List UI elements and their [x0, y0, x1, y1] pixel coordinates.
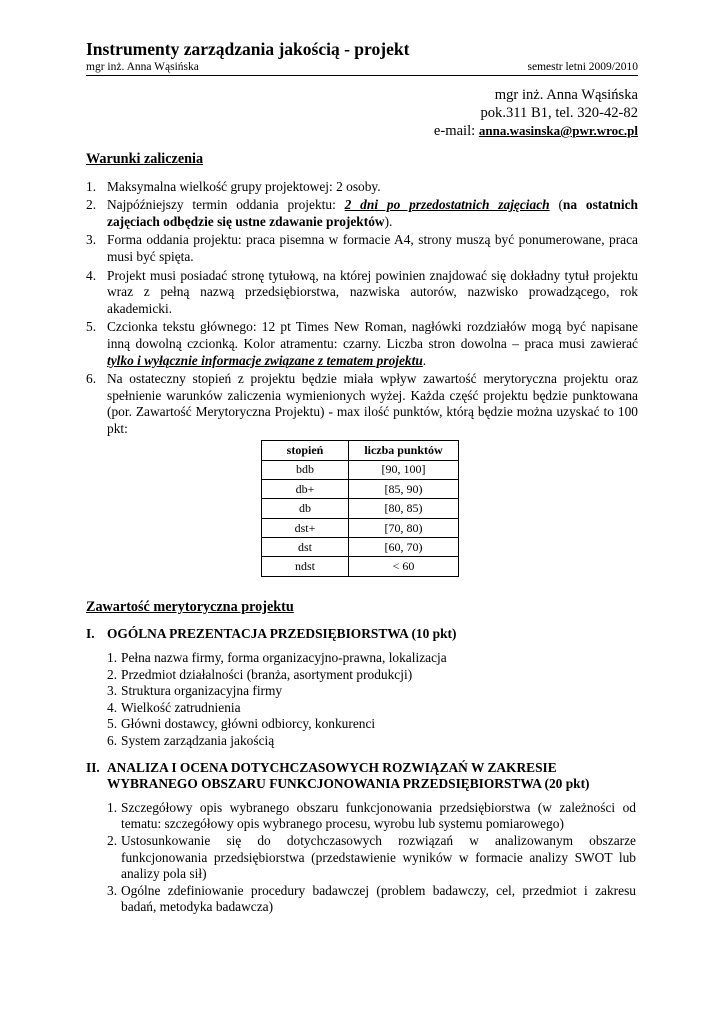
points-cell: [80, 85) — [349, 499, 459, 518]
item-text: Forma oddania projektu: praca pisemna w formacie A4, strony muszą być ponumerowane, praca musi być spięta. — [107, 232, 638, 264]
table-row — [262, 479, 459, 498]
contact-email-link[interactable]: anna.wasinska@pwr.wroc.pl — [478, 123, 638, 138]
condition-item — [86, 268, 638, 318]
item-text: Przedmiot działalności (branża, asortyment produkcji) — [121, 666, 413, 682]
item-text: Maksymalna wielkość grupy projektowej: 2 osoby. — [107, 178, 381, 194]
item-text: Najpóźniejszy termin oddania projektu: — [107, 197, 345, 213]
item-text: . — [422, 352, 427, 368]
part-number: I. — [86, 626, 95, 642]
points-cell: [85, 90) — [349, 479, 459, 498]
part-title: OGÓLNA PREZENTACJA PRZEDSIĘBIORSTWA (10 pkt) — [107, 626, 457, 642]
header-author: mgr inż. Anna Wąsińska — [86, 61, 199, 73]
column-header-points: liczba punktów — [349, 440, 459, 460]
table-header-row — [262, 440, 459, 460]
item-number: 3. — [107, 683, 118, 699]
grade-cell: ndst — [262, 557, 349, 576]
item-number: 4. — [107, 699, 118, 715]
item-number: 2. — [107, 666, 118, 682]
item-text: Projekt musi posiadać stronę tytułową, na której powinien znajdować się dokładny tytuł projektu wraz z pełną nazwą przedsiębiorstwa, nazwiska autorów, nazwisko prowadzącego, rok akademicki. — [107, 267, 638, 316]
condition-item — [86, 197, 638, 230]
item-number: 6. — [86, 371, 97, 387]
item-number: 6. — [107, 733, 118, 748]
conditions-list — [86, 179, 638, 438]
item-text: Na ostateczny stopień z projektu będzie miała wpływ zawartość merytoryczna projektu oraz spełnienie warunków zaliczenia wymienionych wyżej. Każda część projektu będzie punktowana (por. Zawartość Merytoryczna Projektu) - max ilość punktów, którą będzie można uzyskać to 100 pkt: — [107, 371, 638, 436]
part-one-list — [86, 650, 638, 750]
table-row — [262, 499, 459, 518]
item-text: Główni dostawcy, główni odbiorcy, konkurenci — [121, 716, 376, 732]
grade-cell: db — [262, 499, 349, 518]
item-number: 5. — [86, 319, 97, 335]
item-number: 3. — [107, 882, 118, 898]
conditions-heading: Warunki zaliczenia — [86, 151, 204, 167]
list-item — [107, 716, 638, 733]
table-row — [262, 557, 459, 576]
document-title: Instrumenty zarządzania jakością - projekt — [86, 39, 410, 59]
grade-cell: db+ — [262, 479, 349, 498]
item-text: Struktura organizacyjna firmy — [121, 683, 283, 699]
condition-item — [86, 319, 638, 369]
item-number: 2. — [107, 832, 118, 848]
item-emphasis: tylko i wyłącznie informacje związane z tematem projektu — [107, 352, 423, 368]
item-number: 4. — [86, 267, 97, 283]
points-cell: [70, 80) — [349, 518, 459, 537]
item-text: ). — [384, 213, 393, 229]
grades-table — [261, 440, 459, 577]
item-number: 2. — [86, 197, 97, 213]
item-text: Pełna nazwa firmy, forma organizacyjno-prawna, lokalizacja — [121, 650, 447, 666]
table-row — [262, 538, 459, 557]
header-semester: semestr letni 2009/2010 — [527, 61, 638, 73]
part-number: II. — [86, 759, 100, 775]
contact-email-line — [86, 122, 638, 140]
item-number: 1. — [107, 799, 118, 815]
condition-item — [86, 371, 638, 437]
table-row — [262, 460, 459, 479]
grade-cell: dst — [262, 538, 349, 557]
item-text: Ustosunkowanie się do dotychczasowych rozwiązań w analizowanym obszarze funkcjonowania przedsiębiorstwa (przedstawienie wyników w formacie analizy SWOT lub analizy pola sił) — [121, 832, 636, 882]
document-page — [86, 38, 638, 916]
list-item — [107, 650, 638, 667]
grade-cell: bdb — [262, 460, 349, 479]
part-title: ANALIZA I OCENA DOTYCHCZASOWYCH ROZWIĄZAŃ W ZAKRESIE WYBRANEGO OBSZARU FUNKCJONOWANIA PRZEDSIĘBIORSTWA (20 pkt) — [107, 759, 590, 792]
list-item — [107, 667, 638, 684]
contact-office: pok.311 B1, tel. 320-42-82 — [480, 105, 638, 121]
item-text: Szczegółowy opis wybranego obszaru funkcjonowania przedsiębiorstwa (w zależności od tematu: szczegółowy opis wybranego procesu, wyrobu lub systemu pomiarowego) — [121, 799, 636, 832]
list-item — [107, 833, 638, 883]
item-emphasis: 2 dni po przedostatnich zajęciach — [344, 197, 550, 213]
contact-name: mgr inż. Anna Wąsińska — [494, 87, 638, 103]
list-item — [107, 700, 638, 717]
points-cell: [60, 70) — [349, 538, 459, 557]
list-item — [107, 733, 638, 750]
item-number: 1. — [107, 650, 118, 666]
item-text: ( — [549, 197, 563, 213]
contact-block — [86, 86, 638, 140]
part-two-heading — [86, 760, 638, 793]
item-text: Czcionka tekstu głównego: 12 pt Times New Roman, nagłówki rozdziałów mogą być napisane inną dowolną czcionką. Kolor atramentu: czarny. Liczba stron dowolna – praca musi zawierać — [107, 319, 638, 351]
condition-item — [86, 232, 638, 265]
content-heading: Zawartość merytoryczna projektu — [86, 598, 294, 615]
item-number: 5. — [107, 716, 118, 732]
item-text: Wielkość zatrudnienia — [121, 699, 241, 715]
item-text: Ogólne zdefiniowanie procedury badawczej (problem badawczy, cel, przedmiot i zakresu badań, metodyka badawcza) — [121, 882, 636, 915]
item-bold: na ostatnich zajęciach odbędzie się ustne zdawanie projektów — [107, 197, 638, 229]
item-text: System zarządzania jakością — [121, 733, 275, 748]
condition-item — [86, 179, 638, 196]
header-subline — [86, 60, 638, 76]
points-cell: [90, 100] — [349, 460, 459, 479]
contact-email-label: e-mail: — [433, 123, 479, 139]
table-row — [262, 518, 459, 537]
column-header-grade: stopień — [262, 440, 349, 460]
part-one-heading — [86, 626, 638, 643]
grade-cell: dst+ — [262, 518, 349, 537]
list-item — [107, 883, 638, 916]
item-number: 1. — [86, 178, 97, 194]
list-item — [107, 800, 638, 833]
part-two-list — [86, 800, 638, 916]
list-item — [107, 683, 638, 700]
points-cell: < 60 — [349, 557, 459, 576]
item-number: 3. — [86, 232, 97, 248]
